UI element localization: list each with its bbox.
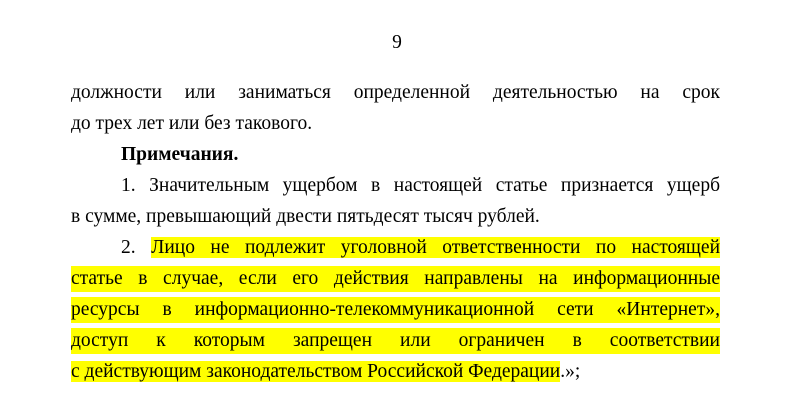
note-2-line (71, 359, 720, 385)
notes-heading: Примечания. (121, 144, 239, 165)
note-2-line: статье в случае, если его действия направлены на информационные (71, 266, 720, 292)
note-1-line: в сумме, превышающий двести пятьдесят тысяч рублей. (71, 206, 540, 227)
paragraph-line: должности или заниматься определенной деятельностью на срок (71, 82, 720, 103)
highlighted-text: Лицо не подлежит уголовной ответственности по настоящей (151, 237, 721, 258)
note-1-line: 1. Значительным ущербом в настоящей статье признается ущерб (121, 175, 720, 196)
highlighted-text: с действующим законодательством Российской Федерации (71, 361, 561, 382)
paragraph-line: до трех лет или без такового. (71, 113, 313, 134)
page-number: 9 (392, 32, 402, 53)
note-2-line: ресурсы в информационно-телекоммуникационной сети «Интернет», (71, 297, 720, 323)
note-2-number: 2. (121, 237, 152, 258)
note-2-tail: .»; (560, 361, 581, 382)
note-2-line: доступ к которым запрещен или ограничен в соответствии (71, 328, 720, 354)
note-2-line (121, 235, 720, 261)
